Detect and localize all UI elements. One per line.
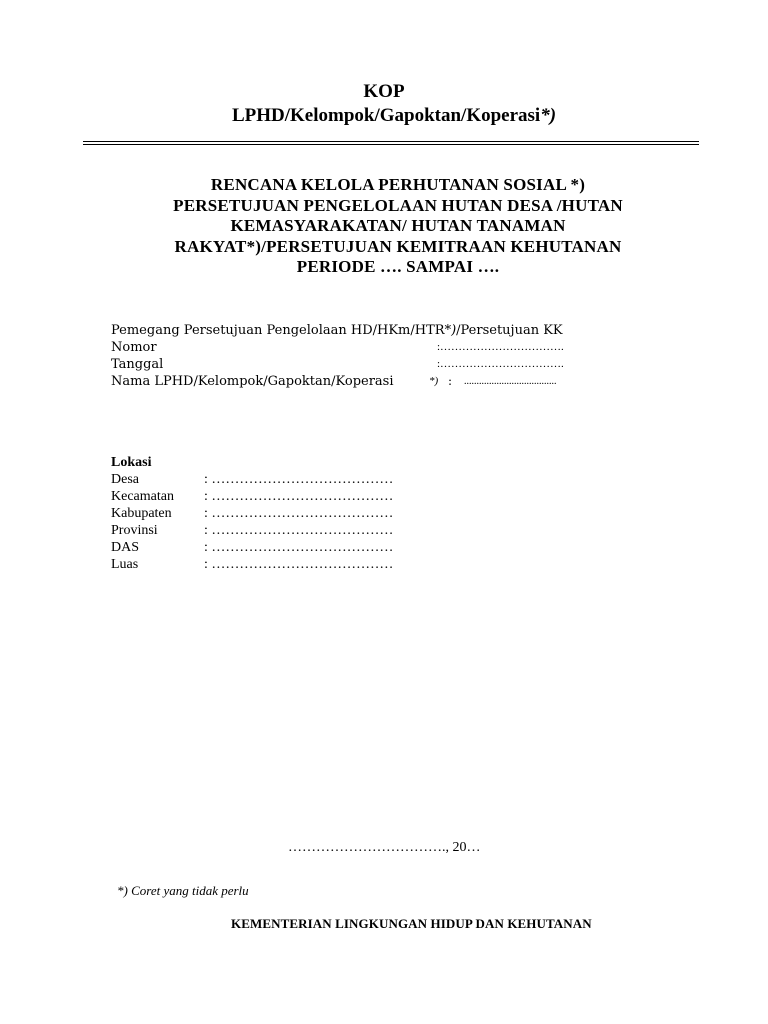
title-line: RENCANA KELOLA PERHUTANAN SOSIAL *) <box>210 175 586 194</box>
title-line: KEMASYARAKATAN/ HUTAN TANAMAN <box>230 216 566 236</box>
lokasi-label: Kecamatan <box>111 489 174 504</box>
lokasi-row-kabupaten <box>111 505 394 522</box>
title-line: PERSETUJUAN PENGELOLAAN HUTAN DESA /HUTAN <box>173 195 623 215</box>
header-divider-thin <box>83 144 699 145</box>
nama-footnote-mark: *) <box>429 375 439 387</box>
lokasi-value: : ………………………………… <box>204 557 394 572</box>
lokasi-label: Luas <box>111 557 139 572</box>
signature-date-line: ……………………………., 20… <box>288 840 481 855</box>
lokasi-value: : ………………………………… <box>204 489 394 504</box>
nomor-row <box>111 339 563 356</box>
holder-line-suffix: /Persetujuan KK <box>456 323 563 338</box>
tanggal-row <box>111 356 563 373</box>
holder-section <box>111 322 563 390</box>
lokasi-value: : ………………………………… <box>204 523 394 538</box>
lokasi-label: Provinsi <box>111 523 158 538</box>
tanggal-value: :……………………………. <box>437 358 564 370</box>
organization-heading <box>0 104 768 128</box>
nomor-label: Nomor <box>111 340 157 355</box>
lokasi-value: : ………………………………… <box>204 540 394 555</box>
lokasi-row-luas <box>111 556 394 573</box>
title-line: PERIODE …. SAMPAI …. <box>296 257 500 277</box>
organization-name: LPHD/Kelompok/Gapoktan/Koperasi <box>231 105 541 126</box>
title-line: RAKYAT*)/PERSETUJUAN KEMITRAAN KEHUTANAN <box>174 236 622 256</box>
document-title <box>0 175 768 278</box>
tanggal-label: Tanggal <box>111 357 164 372</box>
ministry-footer: KEMENTERIAN LINGKUNGAN HIDUP DAN KEHUTANAN <box>231 916 592 931</box>
lokasi-value: : ………………………………… <box>204 472 394 487</box>
lokasi-heading: Lokasi <box>111 455 152 470</box>
lokasi-value: : ………………………………… <box>204 506 394 521</box>
header-divider-thick <box>83 141 699 142</box>
lokasi-row-provinsi <box>111 522 394 539</box>
kop-heading: KOP <box>363 81 405 102</box>
lokasi-row-desa <box>111 471 394 488</box>
holder-line-prefix: Pemegang Persetujuan Pengelolaan HD/HKm/HTR <box>111 323 445 338</box>
holder-footnote-mark: *) <box>444 323 457 338</box>
nama-row <box>111 373 563 390</box>
organization-footnote-mark: *) <box>540 105 557 126</box>
lokasi-label: Desa <box>111 472 139 487</box>
lokasi-section <box>111 454 394 573</box>
nama-colon: : <box>448 374 453 388</box>
nama-label: Nama LPHD/Kelompok/Gapoktan/Koperasi <box>111 374 394 389</box>
lokasi-label: Kabupaten <box>111 506 172 521</box>
nama-value: ..................................... <box>464 376 557 387</box>
holder-line <box>111 322 563 339</box>
nomor-value: :……………………………. <box>437 341 564 353</box>
lokasi-row-das <box>111 539 394 556</box>
footnote: *) Coret yang tidak perlu <box>117 883 249 898</box>
lokasi-label: DAS <box>111 540 140 555</box>
lokasi-row-kecamatan <box>111 488 394 505</box>
